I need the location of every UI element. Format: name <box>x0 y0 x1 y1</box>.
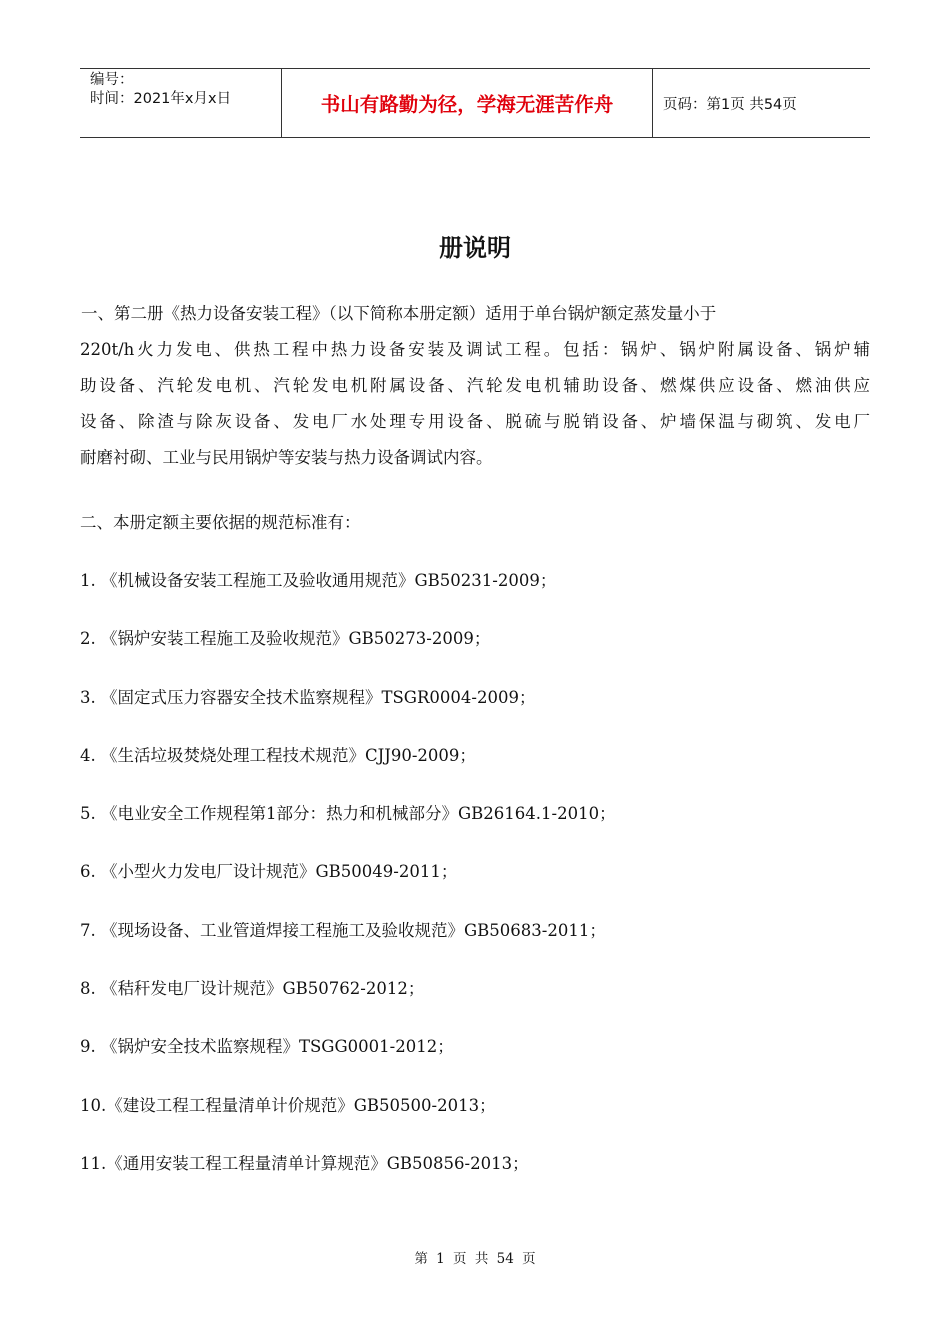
intro-line: 220t/h火力发电、供热工程中热力设备安装及调试工程。包括：锅炉、锅炉附属设备、锅炉辅 <box>80 340 870 359</box>
header-motto: 书山有路勤为径，学海无涯苦作舟 <box>282 69 653 137</box>
standard-item: 3. 《固定式压力容器安全技术监察规程》TSGR0004-2009； <box>80 688 536 707</box>
intro-line: 助设备、汽轮发电机、汽轮发电机附属设备、汽轮发电机辅助设备、燃煤供应设备、燃油供应 <box>80 376 870 395</box>
standard-item: 5. 《电业安全工作规程第1部分：热力和机械部分》GB26164.1-2010； <box>80 804 616 823</box>
document-date-label: 时间：2021年x月x日 <box>90 91 232 107</box>
document-number-label: 编号： <box>90 72 134 88</box>
standard-item: 11.《通用安装工程工程量清单计算规范》GB50856-2013； <box>80 1154 529 1173</box>
standard-item: 9. 《锅炉安全技术监察规程》TSGG0001-2012； <box>80 1037 454 1056</box>
document-title: 册说明 <box>439 234 511 262</box>
page-header <box>80 68 870 138</box>
standard-item: 2. 《锅炉安装工程施工及验收规范》GB50273-2009； <box>80 629 491 648</box>
header-meta <box>80 69 282 137</box>
intro-line: 设备、除渣与除灰设备、发电厂水处理专用设备、脱硫与脱销设备、炉墙保温与砌筑、发电厂 <box>80 412 870 431</box>
standard-item: 1. 《机械设备安装工程施工及验收通用规范》GB50231-2009； <box>80 571 557 590</box>
standard-item: 8. 《秸秆发电厂设计规范》GB50762-2012； <box>80 979 425 998</box>
standard-item: 6. 《小型火力发电厂设计规范》GB50049-2011； <box>80 862 458 881</box>
standard-item: 10.《建设工程工程量清单计价规范》GB50500-2013； <box>80 1096 496 1115</box>
intro-line: 耐磨衬砌、工业与民用锅炉等安装与热力设备调试内容。 <box>80 448 493 467</box>
intro-paragraph <box>80 296 870 476</box>
section-heading: 二、本册定额主要依据的规范标准有： <box>80 513 361 532</box>
standard-item: 7. 《现场设备、工业管道焊接工程施工及验收规范》GB50683-2011； <box>80 921 606 940</box>
intro-line: 一、第二册《热力设备安装工程》（以下简称本册定额）适用于单台锅炉额定蒸发量小于 <box>81 304 717 323</box>
standard-item: 4. 《生活垃圾焚烧处理工程技术规范》CJJ90-2009； <box>80 746 476 765</box>
header-page-label: 页码：第1页 共54页 <box>663 96 797 113</box>
page-footer: 第 1 页 共 54 页 <box>414 1251 536 1267</box>
